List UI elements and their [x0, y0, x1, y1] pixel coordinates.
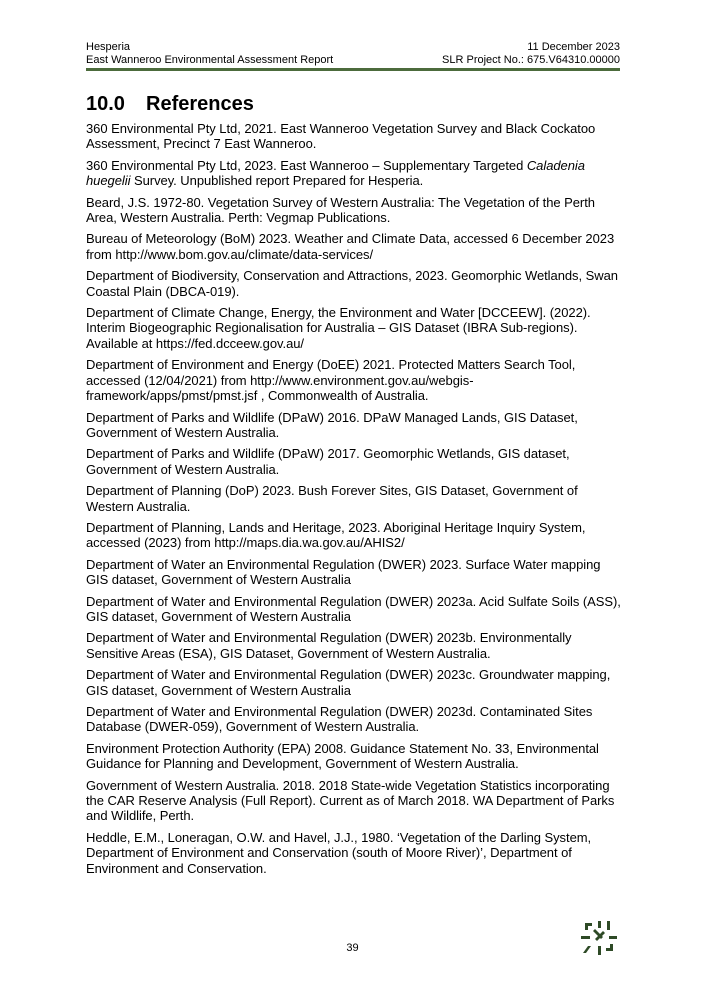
reference-text: Department of Water and Environmental Regulation (DWER) 2023d. Contaminated Sites Database (DWER-059), Government of Western Australia.	[86, 704, 593, 735]
reference-entry	[86, 357, 622, 403]
reference-entry	[86, 667, 622, 698]
header-rule	[86, 68, 620, 71]
reference-entry	[86, 557, 622, 588]
reference-entry	[86, 410, 622, 441]
reference-entry	[86, 446, 622, 477]
reference-text: Beard, J.S. 1972-80. Vegetation Survey of Western Australia: The Vegetation of the Perth Area, Western Australia. Perth: Vegmap Publications.	[86, 194, 595, 226]
reference-text: Department of Water and Environmental Regulation (DWER) 2023b. Environmentally Sensitive Areas (ESA), GIS Dataset, Government of Western Australia.	[86, 630, 572, 661]
section-title: References	[146, 93, 254, 115]
reference-text: Heddle, E.M., Loneragan, O.W. and Havel, J.J., 1980. ‘Vegetation of the Darling System, Department of Environment and Conservation (south of Moore River)’, Department of Environment and Conservation.	[86, 829, 592, 876]
reference-entry	[86, 630, 622, 661]
reference-text: 360 Environmental Pty Ltd, 2021. East Wanneroo Vegetation Survey and Black Cockatoo Assessment, Precinct 7 East Wanneroo.	[86, 121, 596, 152]
section-heading	[86, 92, 254, 116]
reference-text: Department of Biodiversity, Conservation and Attractions, 2023. Geomorphic Wetlands, Swan Coastal Plain (DBCA-019).	[86, 268, 618, 299]
reference-entry	[86, 121, 622, 152]
reference-entry	[86, 741, 622, 772]
reference-text: Department of Planning (DoP) 2023. Bush Forever Sites, GIS Dataset, Government of Western Australia.	[86, 483, 578, 514]
page-header	[86, 41, 620, 67]
reference-entry	[86, 305, 622, 351]
reference-entry	[86, 231, 622, 262]
page-number: 39	[346, 942, 359, 954]
reference-text: Department of Climate Change, Energy, the Environment and Water [DCCEEW]. (2022). Interim Biogeographic Regionalisation for Australia – GIS Dataset (IBRA Sub-regions). Available at https://fed.dcceew.gov.au/	[86, 305, 591, 351]
reference-entry	[86, 704, 622, 735]
header-project-no: SLR Project No.: 675.V64310.00000	[442, 54, 620, 66]
reference-text: Department of Parks and Wildlife (DPaW) 2016. DPaW Managed Lands, GIS Dataset, Government of Western Australia.	[86, 409, 578, 440]
reference-entry	[86, 158, 622, 189]
reference-entry	[86, 268, 622, 299]
header-date: 11 December 2023	[527, 41, 620, 53]
reference-text: Environment Protection Authority (EPA) 2008. Guidance Statement No. 33, Environmental Guidance for Planning and Development, Government of Western Australia.	[86, 740, 599, 772]
reference-text: Department of Water and Environmental Regulation (DWER) 2023c. Groundwater mapping, GIS dataset, Government of Western Australia	[86, 667, 611, 698]
reference-list	[86, 121, 622, 882]
reference-entry	[86, 594, 622, 625]
header-report-title: East Wanneroo Environmental Assessment Report	[86, 54, 334, 66]
reference-entry	[86, 520, 622, 551]
reference-text: Department of Environment and Energy (DoEE) 2021. Protected Matters Search Tool, accessed (12/04/2021) from http://www.environment.gov.au/webgis-framework/apps/pmst/pmst.jsf , Commonwealth of Australia.	[86, 357, 576, 404]
reference-text-continued: Survey. Unpublished report Prepared for Hesperia.	[130, 173, 424, 189]
section-number: 10.0	[86, 93, 125, 115]
header-org: Hesperia	[86, 41, 131, 53]
reference-text: 360 Environmental Pty Ltd, 2023. East Wanneroo – Supplementary Targeted	[86, 157, 527, 173]
reference-text: Department of Water an Environmental Regulation (DWER) 2023. Surface Water mapping GIS dataset, Government of Western Australia	[86, 556, 601, 588]
slr-logo-icon	[581, 919, 617, 955]
reference-entry	[86, 778, 622, 824]
reference-italic-text: Caladenia huegelii	[86, 157, 585, 189]
reference-entry	[86, 483, 622, 514]
reference-entry	[86, 830, 622, 876]
reference-text: Department of Parks and Wildlife (DPaW) 2017. Geomorphic Wetlands, GIS dataset, Government of Western Australia.	[86, 446, 570, 477]
reference-text: Department of Water and Environmental Regulation (DWER) 2023a. Acid Sulfate Soils (ASS), GIS dataset, Government of Western Australia	[86, 593, 621, 624]
reference-entry	[86, 195, 622, 226]
reference-text: Bureau of Meteorology (BoM) 2023. Weather and Climate Data, accessed 6 December 2023 from http://www.bom.gov.au/climate/data-services/	[86, 231, 615, 262]
reference-text: Department of Planning, Lands and Heritage, 2023. Aboriginal Heritage Inquiry System, accessed (2023) from http://maps.dia.wa.gov.au/AHIS2/	[86, 519, 586, 551]
reference-text: Government of Western Australia. 2018. 2018 State-wide Vegetation Statistics incorporating the CAR Reserve Analysis (Full Report). Current as of March 2018. WA Department of Parks and Wildlife, Perth.	[86, 777, 615, 824]
